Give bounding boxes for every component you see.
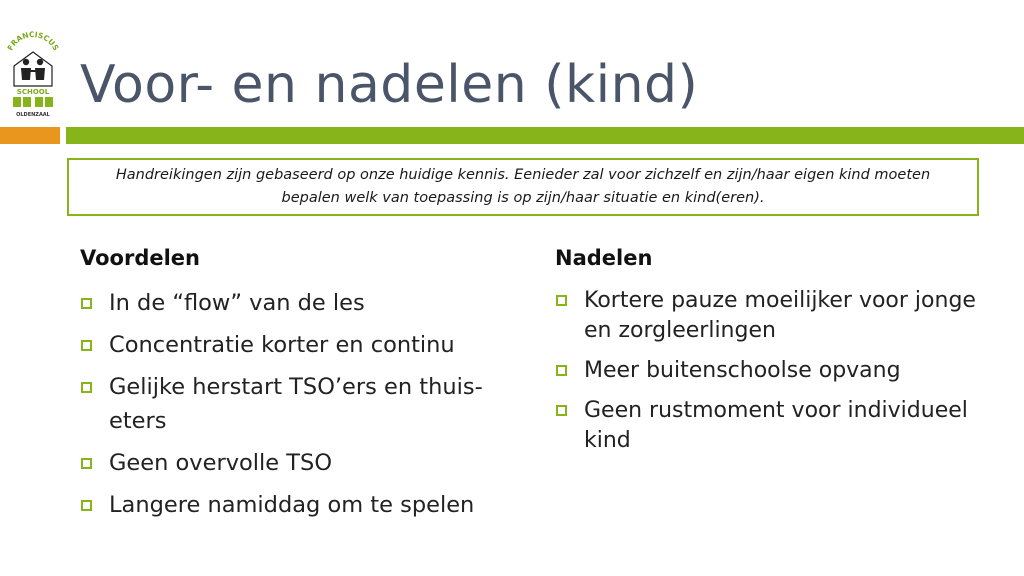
accent-bar-orange: [0, 127, 60, 144]
voordelen-column: [80, 244, 500, 530]
list-item: [80, 370, 500, 438]
franciscus-school-logo-icon: [2, 30, 64, 118]
list-item: [555, 286, 995, 346]
page-title: Voor- en nadelen (kind): [80, 55, 699, 115]
logo-text-mid: SCHOOL: [16, 88, 50, 96]
square-bullet-icon: [556, 295, 567, 306]
voordelen-list: [80, 286, 500, 522]
list-item: [555, 356, 995, 386]
nadelen-list: [555, 286, 995, 456]
list-item: [80, 446, 500, 480]
square-bullet-icon: [81, 340, 92, 351]
accent-bar-green: [66, 127, 1024, 144]
svg-text:FRANCISCUS: [6, 30, 61, 52]
list-item-text: Concentratie korter en continu: [109, 332, 455, 358]
nadelen-heading: Nadelen: [555, 246, 653, 270]
list-item-text: Geen overvolle TSO: [109, 450, 333, 476]
list-item: [80, 286, 500, 320]
list-item: [80, 488, 500, 522]
notice-box: [67, 158, 979, 216]
square-bullet-icon: [556, 365, 567, 376]
square-bullet-icon: [556, 405, 567, 416]
school-logo: [2, 30, 64, 118]
square-bullet-icon: [81, 382, 92, 393]
list-item-text: Kortere pauze moeilijker voor jonge en zorgleerlingen: [584, 288, 976, 343]
list-item-text: Geen rustmoment voor individueel kind: [584, 398, 968, 453]
square-bullet-icon: [81, 500, 92, 511]
notice-text: Handreikingen zijn gebaseerd op onze huidige kennis. Eenieder zal voor zichzelf en zijn/haar eigen kind moeten bepalen welk van toepassing is op zijn/haar situatie en kind(eren).: [115, 167, 931, 206]
square-bullet-icon: [81, 298, 92, 309]
nadelen-column: [555, 244, 995, 466]
logo-text-top: FRANCISCUS: [5, 30, 61, 53]
list-item-text: In de “flow” van de les: [109, 290, 365, 316]
list-item-text: Meer buitenschoolse opvang: [584, 358, 901, 383]
voordelen-heading: Voordelen: [80, 246, 200, 270]
logo-text-bottom: OLDENZAAL: [16, 112, 50, 118]
list-item-text: Langere namiddag om te spelen: [109, 492, 475, 518]
square-bullet-icon: [81, 458, 92, 469]
list-item: [555, 396, 995, 456]
list-item-text: Gelijke herstart TSO’ers en thuis-eters: [109, 374, 483, 434]
list-item: [80, 328, 500, 362]
